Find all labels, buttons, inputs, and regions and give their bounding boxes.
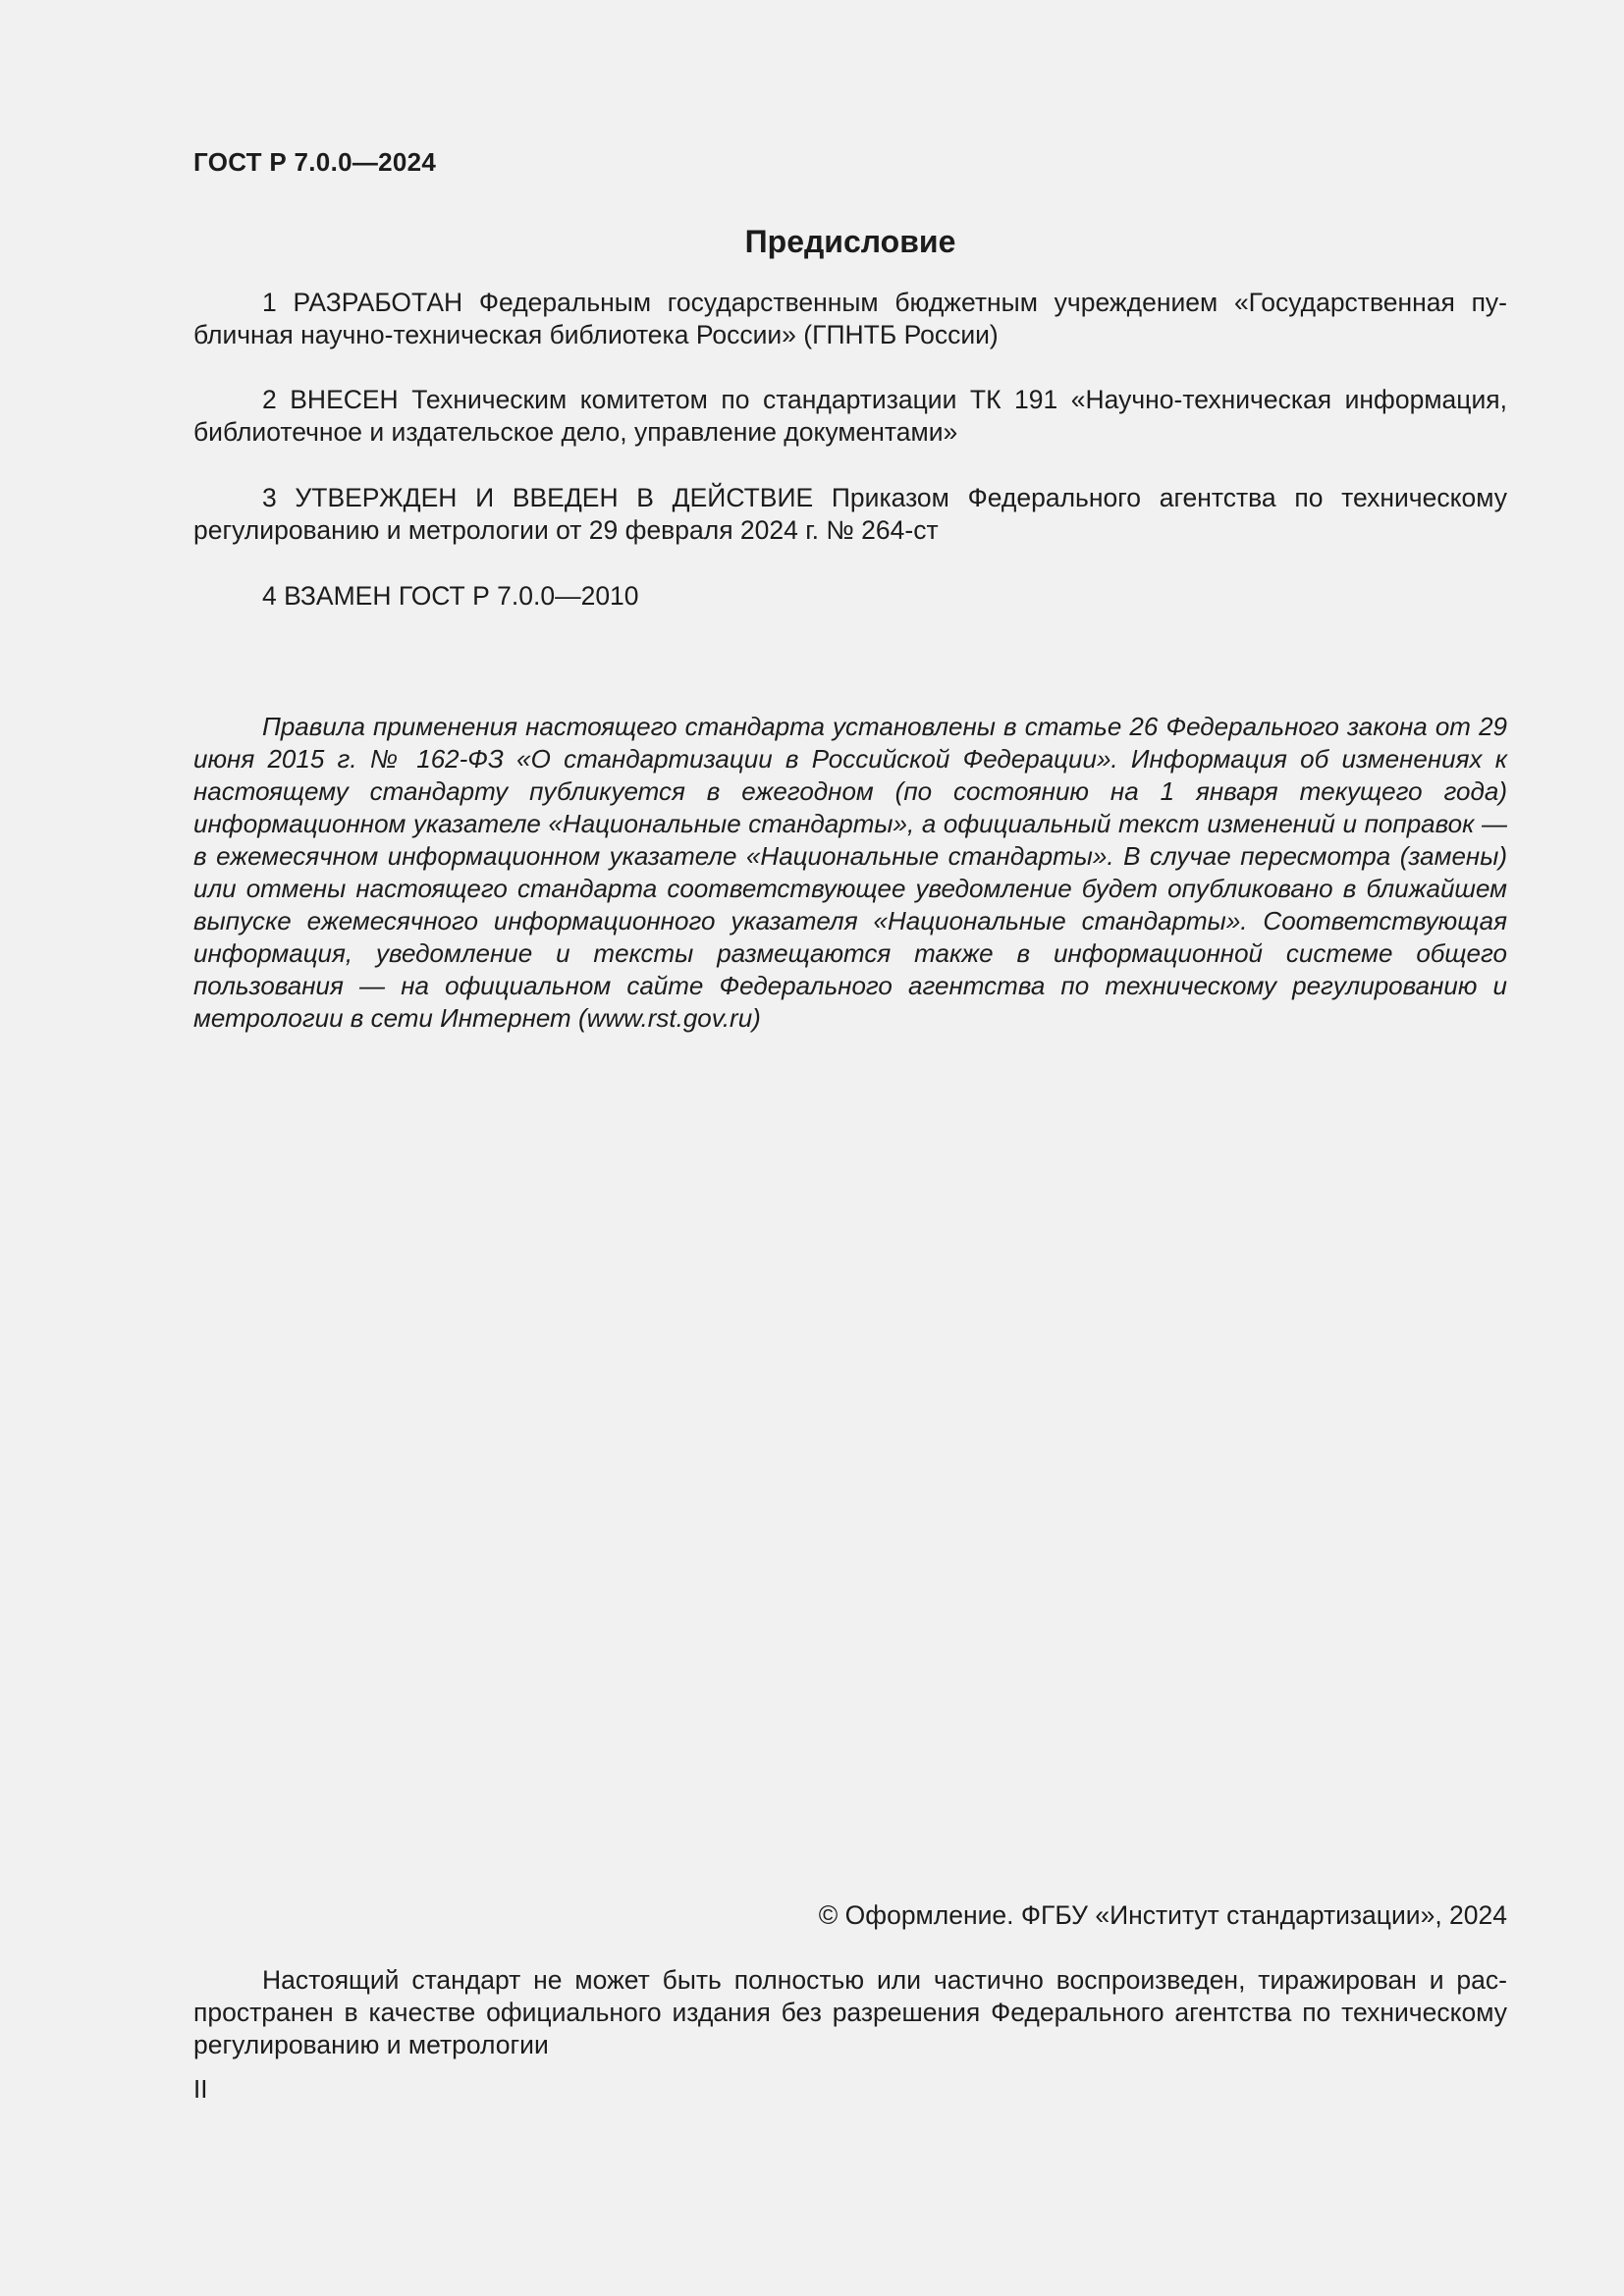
reproduction-notice: Настоящий стандарт не может быть полностью или частично воспроизведен, тиражирован и распространен в качестве официального издания без разрешения Федерального агентства по техническому регулированию и метрологии (193, 1965, 1507, 2059)
preface-item-introduced: 2 ВНЕСЕН Техническим комитетом по стандартизации ТК 191 «Научно-техническая информация, библиотечное и издательское дело, управление документами» (193, 385, 1507, 447)
page-title: Предисловие (744, 224, 956, 259)
copyright-notice: © Оформление. ФГБУ «Институт стандартизации», 2024 (818, 1900, 1507, 1930)
preface-item-approved: 3 УТВЕРЖДЕН И ВВЕДЕН В ДЕЙСТВИЕ Приказом Федерального агентства по техническому регулированию и метрологии от 29 февраля 2024 г. № 264-ст (193, 483, 1507, 545)
rules-note: Правила применения настоящего стандарта установлены в статье 26 Федерального закона от 29 июня 2015 г. № 162-ФЗ «О стандартизации в Российской Федерации». Информация об изменениях к настоящему стандарту публикуется в ежегодном (по состоянию на 1 января текущего года) информационном указателе «Национальные стандарты», а официальный текст изменений и поправок — в ежемесячном информационном указателе «Национальные стандарты». В случае пересмотра (замены) или отмены настоящего стандарта соответствующее уведомление будет опубликовано в ближайшем выпуске ежемесячного информационного указателя «Национальные стандарты». Соответствующая информация, уведомление и тексты размещаются также в информационной системе общего пользования — на официальном сайте Федерального агентства по техническому регулированию и метрологии в сети Интернет (www.rst.gov.ru) (193, 712, 1507, 1033)
page-number: II (193, 2074, 208, 2104)
document-code: ГОСТ Р 7.0.0—2024 (193, 147, 437, 177)
preface-item-replaces: 4 ВЗАМЕН ГОСТ Р 7.0.0—2010 (262, 581, 639, 611)
preface-item-developed: 1 РАЗРАБОТАН Федеральным государственным бюджетным учреждением «Государственная публичная научно-техническая библиотека России» (ГПНТБ России) (193, 288, 1507, 349)
